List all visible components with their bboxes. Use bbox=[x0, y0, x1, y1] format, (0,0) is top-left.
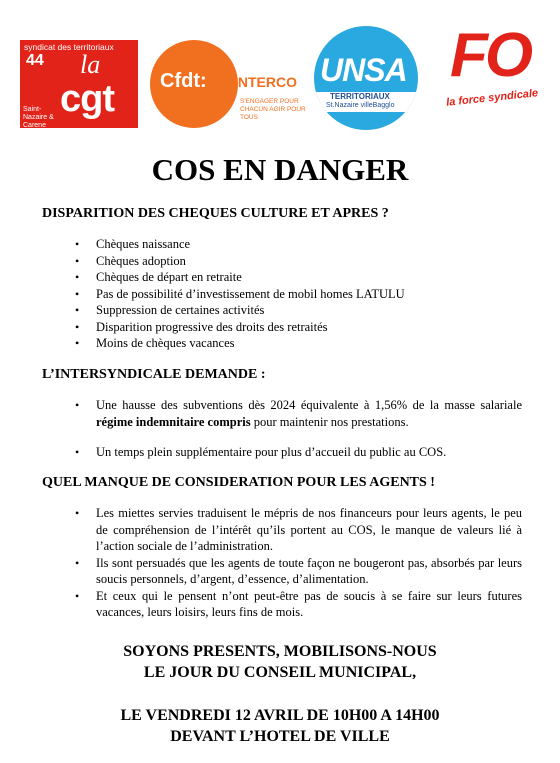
list-item: • Un temps plein supplémentaire pour plus d’accueil du public au COS. bbox=[96, 444, 522, 461]
list-item: • Et ceux qui le pensent n’ont peut-être pas de soucis à se faire sur leurs futures vacances, leurs loisirs, leurs fins de mois. bbox=[96, 588, 522, 621]
cgt-line1: syndicat des territoriaux bbox=[24, 42, 114, 52]
cgt-la: la bbox=[80, 50, 101, 79]
fo-name: FO bbox=[450, 21, 531, 90]
cfdt-tagline: S'ENGAGER POUR CHACUN AGIR POUR TOUS bbox=[240, 98, 306, 121]
unsa-place: St.Nazaire villeBagglo bbox=[326, 102, 395, 109]
section2-list bbox=[96, 397, 522, 461]
event-details bbox=[0, 705, 560, 747]
section1-list bbox=[96, 236, 526, 352]
list-item: • Suppression de certaines activités bbox=[96, 302, 526, 319]
logo-bar bbox=[0, 0, 560, 140]
list-item: • Chèques de départ en retraite bbox=[96, 269, 526, 286]
list-item bbox=[96, 397, 522, 430]
event-date: LE VENDREDI 12 AVRIL DE 10H00 A 14H00 bbox=[120, 707, 440, 724]
call-to-action bbox=[0, 641, 560, 683]
section3-heading: QUEL MANQUE DE CONSIDERATION POUR LES AGENTS ! bbox=[42, 475, 435, 490]
list-item: • Chèques naissance bbox=[96, 236, 526, 253]
call-line1: SOYONS PRESENTS, MOBILISONS-NOUS bbox=[123, 643, 437, 660]
fo-logo bbox=[445, 21, 539, 118]
unsa-circle bbox=[314, 26, 418, 130]
list-item: • Disparition progressive des droits des retraités bbox=[96, 319, 526, 336]
call-line2: LE JOUR DU CONSEIL MUNICIPAL, bbox=[143, 664, 417, 681]
section2-heading: L’INTERSYNDICALE DEMANDE : bbox=[42, 367, 266, 382]
unsa-logo bbox=[314, 26, 422, 130]
demand-text-bold: régime indemnitaire compris bbox=[96, 414, 251, 429]
cgt-name: cgt bbox=[60, 78, 114, 120]
list-item: • Les miettes servies traduisent le mépris de nos financeurs pour leurs agents, le peu de compréhension de l’intérêt qu’ils portent au COS, le manque de valeurs lié à l’action sociale de l’administration. bbox=[96, 505, 522, 555]
list-item: • Moins de chèques vacances bbox=[96, 335, 526, 352]
cfdt-interco: INTERCO bbox=[234, 74, 297, 90]
unsa-territoriaux: TERRITORIAUX bbox=[330, 92, 390, 101]
cfdt-name: Cfdt: bbox=[160, 70, 207, 92]
cfdt-logo bbox=[150, 40, 306, 130]
section1-heading: DISPARITION DES CHEQUES CULTURE ET APRES ? bbox=[42, 206, 389, 221]
demand-text-start: Une hausse des subventions dès 2024 équivalente à 1,56% de la masse salariale bbox=[96, 398, 522, 412]
page-title: COS EN DANGER bbox=[151, 152, 409, 187]
event-place: DEVANT L’HOTEL DE VILLE bbox=[170, 728, 390, 745]
list-item: • Chèques adoption bbox=[96, 253, 526, 270]
cgt-logo bbox=[20, 40, 138, 128]
cgt-place: Saint-Nazaire & Carene bbox=[23, 106, 54, 129]
list-item: • Pas de possibilité d’investissement de mobil homes LATULU bbox=[96, 286, 526, 303]
section3-list bbox=[96, 505, 522, 621]
unsa-name: UNSA bbox=[320, 52, 407, 88]
demand-text-end: pour maintenir nos prestations. bbox=[250, 414, 409, 429]
cgt-number: 44 bbox=[26, 52, 44, 69]
fo-tagline: la force syndicale bbox=[445, 87, 539, 109]
list-item: • Ils sont persuadés que les agents de toute façon ne bougeront pas, absorbés par leurs soucis personnels, d’argent, d’essence, d’alimentation. bbox=[96, 555, 522, 588]
